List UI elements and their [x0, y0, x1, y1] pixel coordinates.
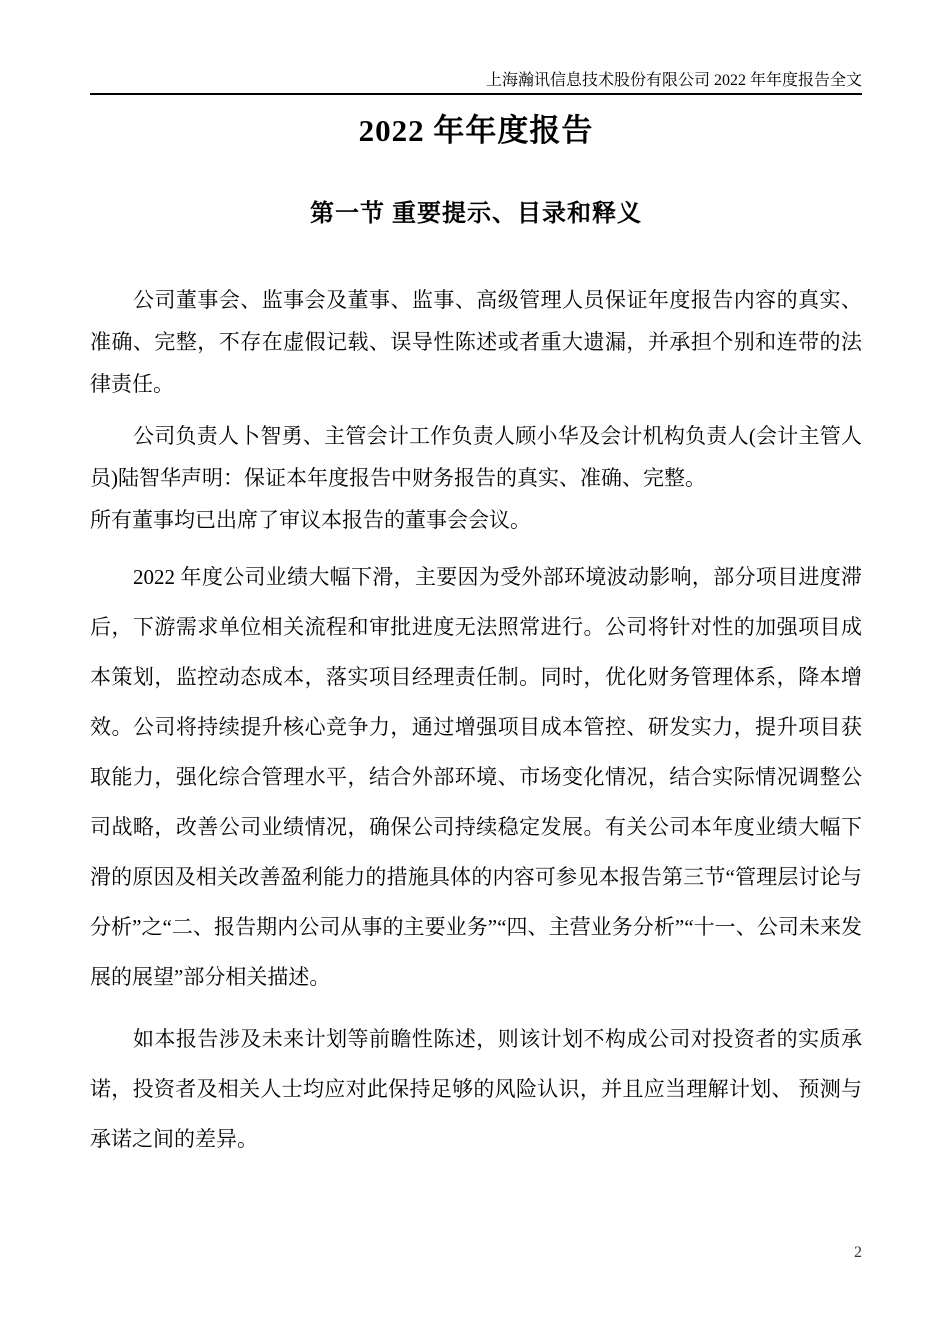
paragraph-directors-attendance: 所有董事均已出席了审议本报告的董事会会议。 [90, 508, 531, 532]
paragraph-board-statement: 公司董事会、监事会及董事、监事、高级管理人员保证年度报告内容的真实、准确、完整，不存在虚假记载、误导性陈述或者重大遗漏，并承担个别和连带的法律责任。 [90, 288, 862, 396]
page-header: 上海瀚讯信息技术股份有限公司 2022 年年度报告全文 [90, 0, 862, 95]
paragraph-responsible-persons: 公司负责人卜智勇、主管会计工作负责人顾小华及会计机构负责人(会计主管人员)陆智华声明：保证本年度报告中财务报告的真实、准确、完整。 [90, 424, 862, 490]
body-text [90, 279, 862, 1164]
paragraph-forward-looking-statement: 如本报告涉及未来计划等前瞻性陈述，则该计划不构成公司对投资者的实质承诺，投资者及相关人士均应对此保持足够的风险认识，并且应当理解计划、 预测与承诺之间的差异。 [90, 1027, 862, 1151]
section-heading: 第一节 重要提示、目录和释义 [310, 201, 642, 227]
report-title: 2022 年年度报告 [358, 113, 594, 148]
paragraph-performance-decline: 2022 年度公司业绩大幅下滑，主要因为受外部环境波动影响，部分项目进度滞后，下游需求单位相关流程和审批进度无法照常进行。公司将针对性的加强项目成本策划，监控动态成本，落实项目经理责任制。同时，优化财务管理体系，降本增效。公司将持续提升核心竞争力，通过增强项目成本管控、研发实力，提升项目获取能力，强化综合管理水平，结合外部环境、市场变化情况，结合实际情况调整公司战略，改善公司业绩情况，确保公司持续稳定发展。有关公司本年度业绩大幅下滑的原因及相关改善盈利能力的措施具体的内容可参见本报告第三节“管理层讨论与分析”之“二、报告期内公司从事的主要业务”“四、主营业务分析”“十一、公司未来发展的展望”部分相关描述。 [90, 565, 862, 989]
page-content [90, 0, 862, 1164]
page-number: 2 [854, 1244, 862, 1261]
